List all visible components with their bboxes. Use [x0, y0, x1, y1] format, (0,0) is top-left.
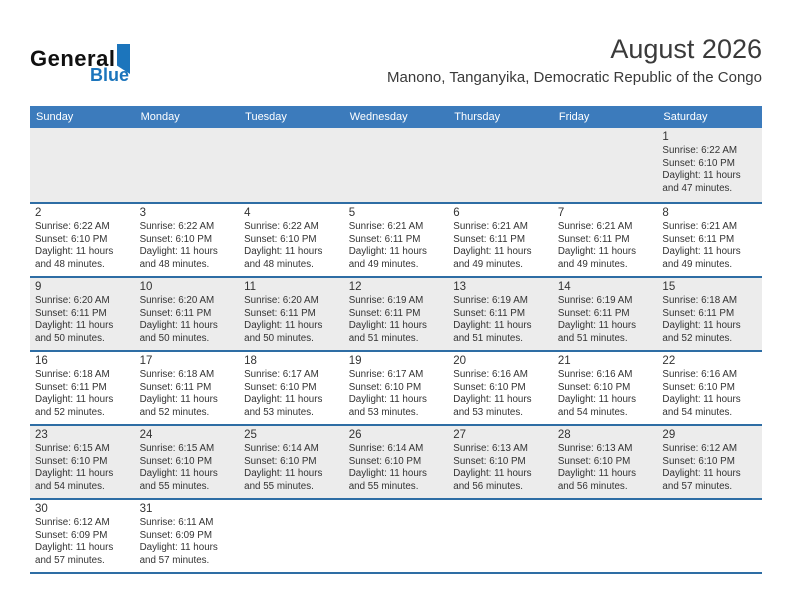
day-cell-26	[344, 426, 449, 498]
day-number: 19	[348, 355, 362, 367]
weekday-friday: Friday	[558, 111, 590, 123]
day-cell-22	[657, 352, 762, 424]
sunrise-text: Sunrise: 6:22 AM	[662, 145, 738, 156]
daylight-text: and 53 minutes.	[348, 406, 419, 418]
sunset-text: Sunset: 6:11 PM	[557, 307, 630, 319]
weekday-monday: Monday	[140, 111, 180, 123]
weekday-wednesday: Wednesday	[349, 111, 408, 123]
daylight-text: Daylight: 11 hours	[662, 320, 741, 331]
sunrise-text: Sunrise: 6:19 AM	[557, 295, 633, 306]
week-row-2	[30, 202, 762, 276]
day-number: 10	[139, 281, 153, 293]
page-header	[30, 34, 762, 98]
empty-cell	[448, 128, 553, 202]
daylight-text: and 48 minutes.	[244, 258, 314, 270]
sunset-text: Sunset: 6:11 PM	[244, 307, 316, 319]
daylight-text: Daylight: 11 hours	[35, 542, 114, 553]
day-cell-14	[553, 278, 658, 350]
sunset-text: Sunset: 6:11 PM	[453, 233, 525, 245]
daylight-text: Daylight: 11 hours	[453, 394, 532, 405]
day-cell-9	[30, 278, 135, 350]
day-number: 28	[557, 429, 571, 441]
daylight-text: and 49 minutes.	[662, 258, 733, 270]
sunrise-text: Sunrise: 6:21 AM	[453, 221, 528, 232]
daylight-text: Daylight: 11 hours	[348, 320, 427, 331]
sunrise-text: Sunrise: 6:14 AM	[244, 443, 319, 454]
day-cell-4	[239, 204, 344, 276]
day-cell-27	[448, 426, 553, 498]
day-number: 7	[557, 207, 565, 219]
day-cell-23	[30, 426, 135, 498]
sunset-text: Sunset: 6:10 PM	[35, 233, 108, 245]
day-cell-19	[344, 352, 449, 424]
sunrise-text: Sunrise: 6:15 AM	[139, 443, 215, 454]
empty-cell	[135, 128, 240, 202]
week-row-6	[30, 498, 762, 572]
day-number: 21	[557, 355, 571, 367]
daylight-text: and 52 minutes.	[662, 332, 733, 344]
day-cell-10	[135, 278, 240, 350]
daylight-text: Daylight: 11 hours	[662, 170, 741, 181]
daylight-text: Daylight: 11 hours	[244, 468, 323, 479]
daylight-text: Daylight: 11 hours	[35, 394, 114, 405]
sunrise-text: Sunrise: 6:14 AM	[348, 443, 424, 454]
day-cell-3	[135, 204, 240, 276]
logo-word-blue: Blue	[90, 65, 130, 85]
general-blue-logo	[30, 44, 160, 94]
day-number: 2	[35, 207, 42, 219]
day-cell-12	[344, 278, 449, 350]
sunrise-text: Sunrise: 6:21 AM	[348, 221, 424, 232]
sunset-text: Sunset: 6:10 PM	[662, 157, 735, 169]
daylight-text: Daylight: 11 hours	[662, 468, 741, 479]
daylight-text: Daylight: 11 hours	[557, 320, 637, 331]
daylight-text: and 50 minutes.	[244, 332, 314, 344]
day-cell-15	[657, 278, 762, 350]
sunrise-text: Sunrise: 6:18 AM	[35, 369, 110, 380]
daylight-text: Daylight: 11 hours	[453, 246, 532, 257]
week-row-4	[30, 350, 762, 424]
page-subtitle: Manono, Tanganyika, Democratic Republic of the Congo	[387, 69, 762, 86]
sunset-text: Sunset: 6:10 PM	[244, 381, 317, 393]
sunrise-text: Sunrise: 6:21 AM	[662, 221, 738, 232]
daylight-text: and 54 minutes.	[35, 480, 105, 492]
daylight-text: and 55 minutes.	[139, 480, 210, 492]
daylight-text: Daylight: 11 hours	[244, 246, 323, 257]
daylight-text: Daylight: 11 hours	[35, 246, 114, 257]
daylight-text: and 51 minutes.	[557, 332, 628, 344]
weekday-saturday: Saturday	[663, 111, 708, 123]
sunset-text: Sunset: 6:10 PM	[453, 455, 526, 467]
day-number: 4	[244, 207, 251, 219]
sunrise-text: Sunrise: 6:13 AM	[557, 443, 633, 454]
daylight-text: and 48 minutes.	[35, 258, 105, 270]
sunrise-text: Sunrise: 6:17 AM	[348, 369, 424, 380]
sunset-text: Sunset: 6:11 PM	[662, 233, 735, 245]
day-number: 15	[662, 281, 676, 293]
daylight-text: and 50 minutes.	[139, 332, 210, 344]
empty-cell	[239, 500, 344, 572]
daylight-text: and 57 minutes.	[139, 554, 210, 566]
sunset-text: Sunset: 6:10 PM	[557, 455, 631, 467]
day-cell-30	[30, 500, 135, 572]
daylight-text: Daylight: 11 hours	[662, 394, 741, 405]
day-number: 13	[453, 281, 467, 293]
day-cell-1	[657, 128, 762, 202]
empty-cell	[553, 128, 658, 202]
sunset-text: Sunset: 6:09 PM	[139, 529, 212, 541]
day-number: 6	[453, 207, 460, 219]
day-cell-13	[448, 278, 553, 350]
title-block	[160, 34, 762, 86]
sunrise-text: Sunrise: 6:20 AM	[139, 295, 215, 306]
sunset-text: Sunset: 6:10 PM	[662, 455, 735, 467]
daylight-text: and 49 minutes.	[348, 258, 419, 270]
daylight-text: and 55 minutes.	[348, 480, 419, 492]
day-cell-7	[553, 204, 658, 276]
weekday-header-row	[30, 106, 762, 128]
weekday-thursday: Thursday	[454, 111, 501, 123]
day-number: 18	[244, 355, 257, 367]
empty-cell	[448, 500, 553, 572]
day-number: 24	[139, 429, 153, 441]
week-row-3	[30, 276, 762, 350]
sunrise-text: Sunrise: 6:20 AM	[244, 295, 319, 306]
day-cell-24	[135, 426, 240, 498]
day-cell-21	[553, 352, 658, 424]
daylight-text: and 51 minutes.	[453, 332, 523, 344]
sunset-text: Sunset: 6:11 PM	[139, 307, 212, 319]
sunrise-text: Sunrise: 6:19 AM	[453, 295, 528, 306]
day-number: 22	[662, 355, 676, 367]
empty-cell	[239, 128, 344, 202]
daylight-text: Daylight: 11 hours	[244, 394, 323, 405]
daylight-text: Daylight: 11 hours	[35, 468, 114, 479]
daylight-text: Daylight: 11 hours	[557, 246, 637, 257]
daylight-text: Daylight: 11 hours	[139, 394, 218, 405]
day-number: 29	[662, 429, 676, 441]
daylight-text: and 48 minutes.	[139, 258, 210, 270]
daylight-text: Daylight: 11 hours	[453, 320, 532, 331]
daylight-text: and 54 minutes.	[662, 406, 733, 418]
day-cell-5	[344, 204, 449, 276]
sunset-text: Sunset: 6:10 PM	[348, 381, 422, 393]
logo-word-general: General	[30, 46, 116, 71]
day-number: 11	[244, 281, 257, 293]
sunrise-text: Sunrise: 6:12 AM	[662, 443, 738, 454]
daylight-text: and 56 minutes.	[557, 480, 628, 492]
sunrise-text: Sunrise: 6:18 AM	[139, 369, 215, 380]
sunrise-text: Sunrise: 6:16 AM	[453, 369, 528, 380]
daylight-text: and 56 minutes.	[453, 480, 523, 492]
day-number: 20	[453, 355, 467, 367]
daylight-text: and 53 minutes.	[453, 406, 523, 418]
daylight-text: and 49 minutes.	[557, 258, 628, 270]
daylight-text: Daylight: 11 hours	[139, 246, 218, 257]
sunset-text: Sunset: 6:11 PM	[139, 381, 212, 393]
day-cell-31	[135, 500, 240, 572]
sunrise-text: Sunrise: 6:13 AM	[453, 443, 528, 454]
day-cell-6	[448, 204, 553, 276]
sunrise-text: Sunrise: 6:21 AM	[557, 221, 633, 232]
week-row-5	[30, 424, 762, 498]
sunrise-text: Sunrise: 6:12 AM	[35, 517, 110, 528]
sunrise-text: Sunrise: 6:22 AM	[139, 221, 215, 232]
empty-cell	[30, 128, 135, 202]
day-cell-20	[448, 352, 553, 424]
empty-cell	[344, 500, 449, 572]
day-number: 16	[35, 355, 48, 367]
sunset-text: Sunset: 6:10 PM	[139, 233, 212, 245]
day-number: 5	[348, 207, 356, 219]
sunset-text: Sunset: 6:11 PM	[348, 233, 421, 245]
day-cell-11	[239, 278, 344, 350]
weekday-sunday: Sunday	[36, 111, 74, 123]
week-row-1	[30, 128, 762, 202]
day-number: 25	[244, 429, 257, 441]
day-number: 1	[662, 131, 669, 143]
daylight-text: Daylight: 11 hours	[244, 320, 323, 331]
daylight-text: and 53 minutes.	[244, 406, 314, 418]
day-cell-8	[657, 204, 762, 276]
sunset-text: Sunset: 6:11 PM	[35, 307, 107, 319]
sunrise-text: Sunrise: 6:15 AM	[35, 443, 110, 454]
day-number: 9	[35, 281, 42, 293]
day-number: 26	[348, 429, 362, 441]
daylight-text: and 55 minutes.	[244, 480, 314, 492]
sunset-text: Sunset: 6:10 PM	[244, 233, 317, 245]
daylight-text: Daylight: 11 hours	[348, 246, 427, 257]
daylight-text: Daylight: 11 hours	[662, 246, 741, 257]
calendar	[30, 106, 762, 574]
daylight-text: and 47 minutes.	[662, 182, 733, 194]
page-title: August 2026	[610, 34, 762, 64]
sunrise-text: Sunrise: 6:17 AM	[244, 369, 319, 380]
sunrise-text: Sunrise: 6:18 AM	[662, 295, 738, 306]
sunrise-text: Sunrise: 6:20 AM	[35, 295, 110, 306]
sunrise-text: Sunrise: 6:11 AM	[139, 517, 214, 528]
empty-cell	[657, 500, 762, 572]
day-number: 12	[348, 281, 362, 293]
sunset-text: Sunset: 6:10 PM	[348, 455, 422, 467]
day-number: 8	[662, 207, 669, 219]
daylight-text: and 51 minutes.	[348, 332, 419, 344]
daylight-text: Daylight: 11 hours	[348, 394, 427, 405]
sunset-text: Sunset: 6:11 PM	[662, 307, 735, 319]
daylight-text: and 57 minutes.	[35, 554, 105, 566]
sunset-text: Sunset: 6:10 PM	[244, 455, 317, 467]
day-cell-29	[657, 426, 762, 498]
daylight-text: Daylight: 11 hours	[139, 468, 218, 479]
day-cell-25	[239, 426, 344, 498]
sunset-text: Sunset: 6:11 PM	[35, 381, 107, 393]
sunrise-text: Sunrise: 6:19 AM	[348, 295, 424, 306]
weekday-tuesday: Tuesday	[245, 111, 287, 123]
empty-cell	[553, 500, 658, 572]
day-number: 17	[139, 355, 153, 367]
empty-cell	[344, 128, 449, 202]
day-number: 30	[35, 503, 48, 515]
sunset-text: Sunset: 6:10 PM	[557, 381, 631, 393]
calendar-weeks	[30, 128, 762, 574]
daylight-text: and 52 minutes.	[139, 406, 210, 418]
sunrise-text: Sunrise: 6:22 AM	[35, 221, 110, 232]
daylight-text: Daylight: 11 hours	[557, 394, 637, 405]
day-cell-28	[553, 426, 658, 498]
daylight-text: and 49 minutes.	[453, 258, 523, 270]
daylight-text: Daylight: 11 hours	[348, 468, 427, 479]
daylight-text: and 52 minutes.	[35, 406, 105, 418]
sunset-text: Sunset: 6:11 PM	[348, 307, 421, 319]
sunset-text: Sunset: 6:11 PM	[453, 307, 525, 319]
sunset-text: Sunset: 6:10 PM	[662, 381, 735, 393]
daylight-text: Daylight: 11 hours	[139, 542, 218, 553]
day-number: 3	[139, 207, 146, 219]
daylight-text: Daylight: 11 hours	[35, 320, 114, 331]
day-number: 31	[139, 503, 153, 515]
sunset-text: Sunset: 6:10 PM	[453, 381, 526, 393]
daylight-text: and 50 minutes.	[35, 332, 105, 344]
daylight-text: Daylight: 11 hours	[557, 468, 637, 479]
sunset-text: Sunset: 6:10 PM	[139, 455, 212, 467]
day-cell-17	[135, 352, 240, 424]
day-number: 23	[35, 429, 48, 441]
day-cell-16	[30, 352, 135, 424]
sunset-text: Sunset: 6:11 PM	[557, 233, 630, 245]
sunrise-text: Sunrise: 6:16 AM	[662, 369, 738, 380]
day-number: 27	[453, 429, 467, 441]
daylight-text: Daylight: 11 hours	[453, 468, 532, 479]
day-number: 14	[557, 281, 571, 293]
sunrise-text: Sunrise: 6:22 AM	[244, 221, 319, 232]
sunrise-text: Sunrise: 6:16 AM	[557, 369, 633, 380]
sunset-text: Sunset: 6:10 PM	[35, 455, 108, 467]
day-cell-2	[30, 204, 135, 276]
daylight-text: and 57 minutes.	[662, 480, 733, 492]
day-cell-18	[239, 352, 344, 424]
sunset-text: Sunset: 6:09 PM	[35, 529, 108, 541]
daylight-text: and 54 minutes.	[557, 406, 628, 418]
daylight-text: Daylight: 11 hours	[139, 320, 218, 331]
